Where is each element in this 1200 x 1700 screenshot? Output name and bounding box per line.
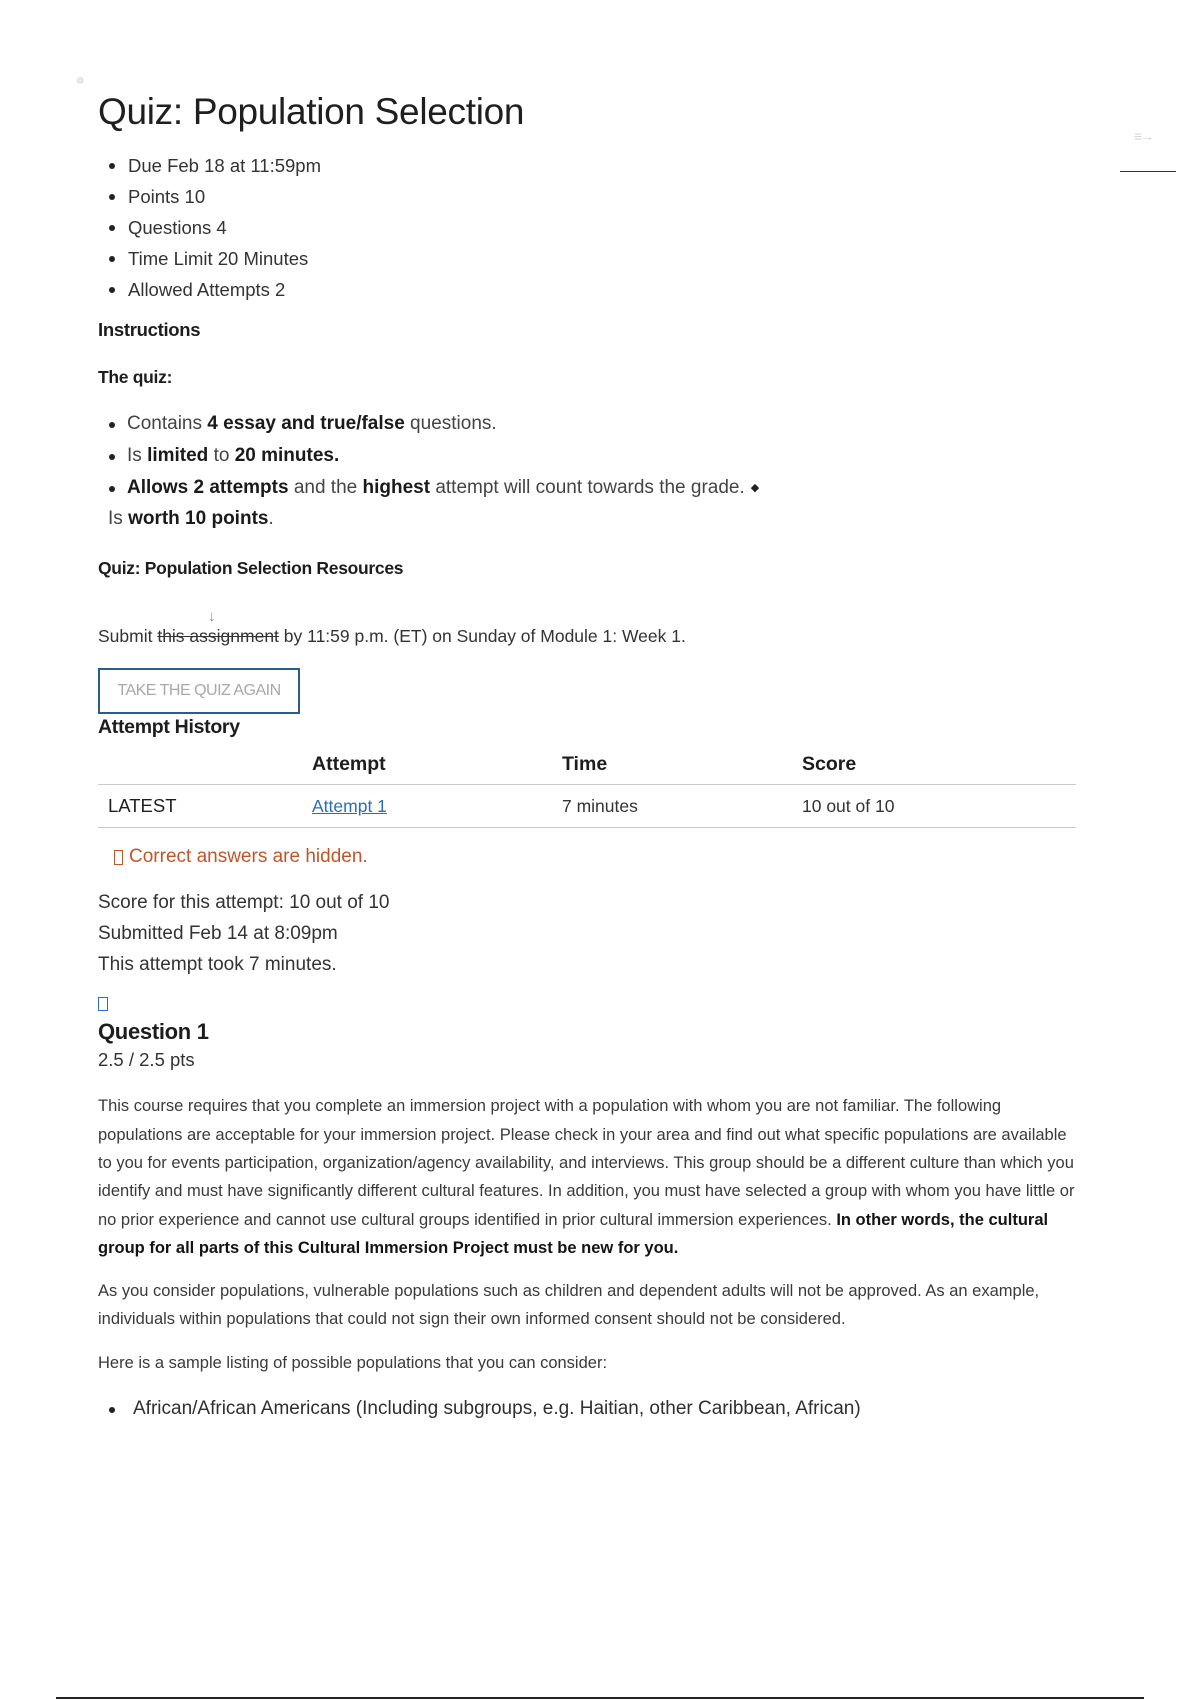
collapse-panel-icon[interactable]: ≡→ bbox=[1134, 128, 1153, 144]
latest-tag: LATEST bbox=[98, 785, 312, 828]
bullet-diamond-icon: ◆ bbox=[750, 482, 760, 495]
down-arrow-icon: ↓ bbox=[208, 608, 216, 626]
rule-attempts: Allows 2 attempts and the highest attempt will count towards the grade. ◆ bbox=[98, 472, 1078, 504]
the-quiz-heading: The quiz: bbox=[98, 367, 173, 388]
column-header-score: Score bbox=[802, 751, 1076, 785]
table-row bbox=[98, 785, 1076, 828]
column-header-blank bbox=[98, 751, 312, 785]
column-header-time: Time bbox=[562, 751, 802, 785]
take-quiz-again-button[interactable]: TAKE THE QUIZ AGAIN bbox=[98, 668, 300, 714]
submit-deadline-note: ↓ Submit this assignment by 11:59 p.m. (ET) on Sunday of Module 1: Week 1. bbox=[98, 608, 686, 647]
corner-decoration-icon: ❁ bbox=[76, 76, 85, 87]
question-points: 2.5 / 2.5 pts bbox=[98, 1049, 195, 1071]
quiz-page bbox=[98, 90, 1078, 1424]
question-paragraph-1: This course requires that you complete an immersion project with a population with whom you are not familiar. The following populations are acceptable for your immersion project. Please check in your area and find out what specific populations are available to you for events participation, organization/agency availability, and interviews. This group should be a different culture than which you identify and must have significantly different cultural features. In addition, you must have selected a group with whom you have little or no prior experience and cannot use cultural groups identified in prior cultural immersion experiences. In other words, the cultural group for all parts of this Cultural Immersion Project must be new for you. bbox=[98, 1097, 1075, 1257]
list-item: African/African Americans (Including subgroups, e.g. Haitian, other Caribbean, African) bbox=[98, 1394, 1078, 1424]
warning-icon bbox=[114, 850, 123, 865]
attempt-score: Score for this attempt: 10 out of 10 bbox=[98, 892, 390, 914]
time-cell: 7 minutes bbox=[562, 785, 802, 828]
rule-worth: Is worth 10 points. bbox=[108, 508, 274, 530]
question-flag-icon[interactable] bbox=[98, 997, 108, 1011]
meta-points: Points 10 bbox=[98, 181, 1078, 212]
column-header-attempt: Attempt bbox=[312, 751, 562, 785]
attempt-cell bbox=[312, 785, 562, 828]
page-bottom-divider bbox=[56, 1697, 1144, 1699]
attempt-1-link[interactable]: Attempt 1 bbox=[312, 795, 387, 816]
question-title: Question 1 bbox=[98, 1019, 209, 1045]
instructions-heading: Instructions bbox=[98, 319, 201, 341]
attempt-duration: This attempt took 7 minutes. bbox=[98, 954, 337, 976]
top-right-divider bbox=[1120, 171, 1176, 172]
table-header-row bbox=[98, 751, 1076, 785]
quiz-meta-list bbox=[98, 150, 1078, 305]
question-paragraph-3: Here is a sample listing of possible populations that you can consider: bbox=[98, 1353, 608, 1372]
rule-time-limit: Is limited to 20 minutes. bbox=[98, 440, 1078, 472]
meta-allowed-attempts: Allowed Attempts 2 bbox=[98, 274, 1078, 305]
question-paragraph-2: As you consider populations, vulnerable populations such as children and dependent adults will not be approved. As an example, individuals within populations that could not sign their own informed consent should not be considered. bbox=[98, 1282, 1040, 1329]
attempt-history-heading: Attempt History bbox=[98, 716, 240, 739]
answers-hidden-notice: Correct answers are hidden. bbox=[98, 846, 1078, 868]
attempt-summary bbox=[98, 887, 1078, 980]
rule-contains: Contains 4 essay and true/false questions. bbox=[98, 408, 1078, 440]
meta-due: Due Feb 18 at 11:59pm bbox=[98, 150, 1078, 181]
populations-list bbox=[98, 1394, 1078, 1424]
meta-questions: Questions 4 bbox=[98, 212, 1078, 243]
question-body bbox=[98, 1092, 1078, 1377]
score-cell: 10 out of 10 bbox=[802, 785, 1076, 828]
attempt-history-table bbox=[98, 751, 1076, 828]
submit-note-strike: this assignment bbox=[157, 626, 279, 647]
attempt-submitted: Submitted Feb 14 at 8:09pm bbox=[98, 923, 338, 945]
quiz-rules-list bbox=[98, 408, 1078, 504]
page-title: Quiz: Population Selection bbox=[98, 91, 525, 132]
meta-time-limit: Time Limit 20 Minutes bbox=[98, 243, 1078, 274]
resources-heading: Quiz: Population Selection Resources bbox=[98, 558, 404, 579]
